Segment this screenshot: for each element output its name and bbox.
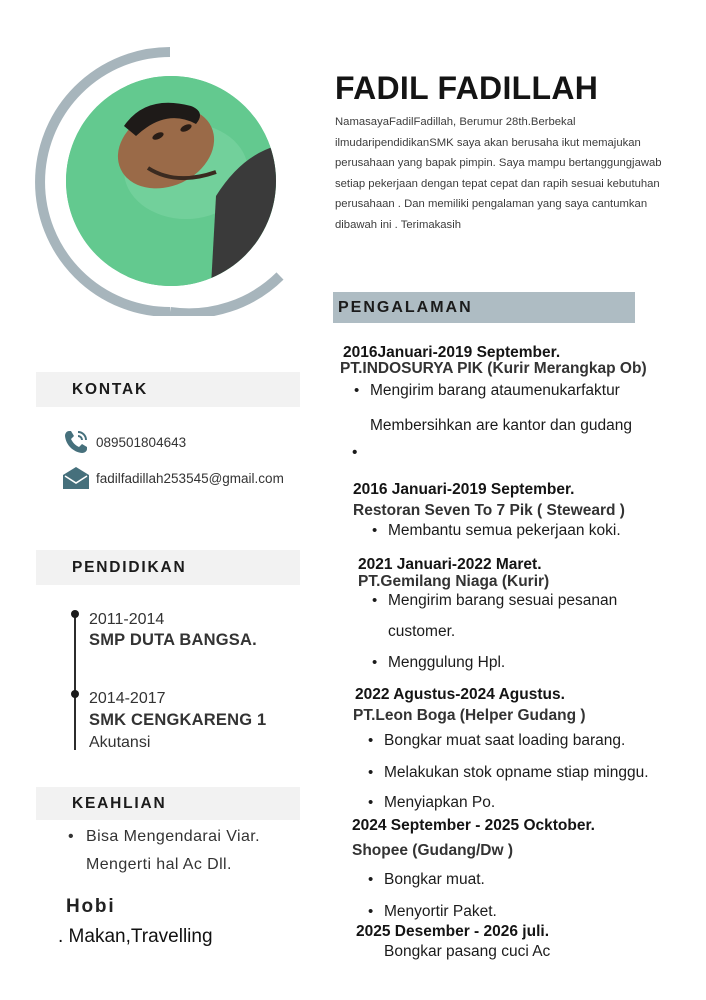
job-task: • Menyiapkan Po. <box>384 794 495 812</box>
timeline-dot <box>71 690 79 698</box>
job-date: 2022 Agustus-2024 Agustus. <box>355 686 565 703</box>
job-task: • Melakukan stok opname stiap minggu. <box>384 764 649 782</box>
skills-list <box>68 823 260 879</box>
job-date: 2021 Januari-2022 Maret. <box>358 556 542 573</box>
education-heading: PENDIDIKAN <box>36 550 300 585</box>
job-date: 2025 Desember - 2026 juli. <box>356 923 550 940</box>
job-task: Bongkar pasang cuci Ac <box>384 943 551 960</box>
contact-email[interactable]: fadilfadillah253545@gmail.com <box>96 470 284 486</box>
education-major: Akutansi <box>89 734 151 751</box>
skills-heading: KEAHLIAN <box>36 787 300 820</box>
education-school: SMK CENGKARENG 1 <box>89 711 267 729</box>
job-task: • Bongkar muat. <box>384 871 485 889</box>
phone-icon <box>62 428 90 456</box>
profile-photo <box>66 76 276 286</box>
empty-bullet: • <box>352 444 358 461</box>
job-task: customer. <box>388 623 456 640</box>
hobby-items: . Makan,Travelling <box>58 926 213 947</box>
education-school: SMP DUTA BANGSA. <box>89 631 257 649</box>
education-years: 2011-2014 <box>89 611 165 628</box>
job-date: 2024 September - 2025 Ocktober. <box>352 817 595 834</box>
job-company: PT.INDOSURYA PIK (Kurir Merangkap Ob) <box>340 360 647 377</box>
education-timeline <box>74 614 76 750</box>
contact-heading: KONTAK <box>36 372 300 407</box>
job-company: Shopee (Gudang/Dw ) <box>352 842 514 859</box>
job-task: • Menyortir Paket. <box>384 903 497 921</box>
hobby-heading: Hobi <box>66 896 116 917</box>
contact-phone-row <box>62 428 186 456</box>
contact-phone[interactable]: 089501804643 <box>96 434 187 450</box>
job-date: 2016 Januari-2019 September. <box>353 481 575 498</box>
education-years: 2014-2017 <box>89 690 166 707</box>
skill-item: Mengerti hal Ac Dll. <box>86 856 232 873</box>
job-company: Restoran Seven To 7 Pik ( Steweard ) <box>353 502 625 519</box>
timeline-dot <box>71 610 79 618</box>
experience-heading: PENGALAMAN <box>333 292 635 323</box>
envelope-icon <box>62 464 90 492</box>
job-company: PT.Leon Boga (Helper Gudang ) <box>353 707 586 724</box>
job-task: • Membantu semua pekerjaan koki. <box>388 522 621 540</box>
job-date: 2016Januari-2019 September. <box>343 344 561 361</box>
skill-item: • Bisa Mengendarai Viar. <box>68 828 260 845</box>
job-task: • Mengirim barang ataumenukarfaktur <box>370 382 620 400</box>
job-task: • Bongkar muat saat loading barang. <box>384 732 625 750</box>
job-task: • Menggulung Hpl. <box>388 654 505 672</box>
job-task: • Mengirim barang sesuai pesanan <box>388 592 617 610</box>
contact-email-row <box>62 464 284 492</box>
job-task: Membersihkan are kantor dan gudang <box>370 417 632 434</box>
candidate-bio: NamasayaFadilFadillah, Berumur 28th.Berbekal ilmudaripendidikanSMK saya akan berusaha ikut memajukan perusahaan yang bapak pimpin. Saya mampu bertanggungjawab setiap pekerjaan dengan tepat cepat dan rapih sesuai kebutuhan perusahaan . Dan memiliki pengalaman yang saya cantumkan dibawah ini . Terimakasih <box>335 116 662 231</box>
job-company: PT.Gemilang Niaga (Kurir) <box>358 573 550 590</box>
candidate-name: FADIL FADILLAH <box>335 70 599 106</box>
